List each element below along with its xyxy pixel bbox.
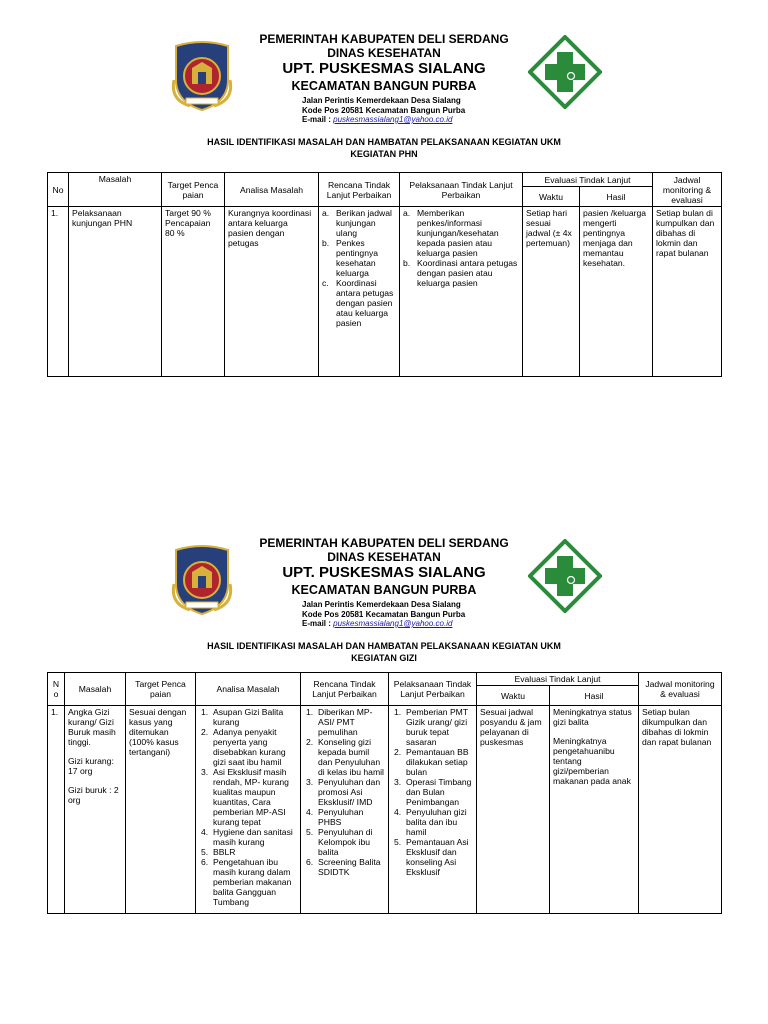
list-item: 1. Asupan Gizi Balita kurang xyxy=(201,707,284,727)
email-link[interactable]: puskesmassialang1@yahoo.co.id xyxy=(333,619,453,628)
header-line3: UPT. PUSKESMAS SIALANG xyxy=(282,564,486,581)
letterhead xyxy=(0,534,768,629)
cell-rencana xyxy=(319,207,400,377)
cell-target: Sesuai dengan kasus yang ditemukan (100% kasus tertangani) xyxy=(126,706,196,914)
cell-jadwal: Setiap bulan di kumpulkan dan dibahas di lokmin dan rapat bulanan xyxy=(653,207,722,377)
masalah-main: Angka Gizi kurang/ Gizi Buruk masih tinggi. xyxy=(68,707,116,747)
list-item: 2. Konseling gizi kepada bumil dan Penyuluhan di kelas ibu hamil xyxy=(306,737,384,777)
col-pelaksanaan: Pelaksanaan Tindak Lanjut Perbaikan xyxy=(389,673,477,706)
col-waktu: Waktu xyxy=(477,686,550,706)
col-rencana: Rencana Tindak Lanjut Perbaikan xyxy=(319,173,400,207)
cell-no: 1. xyxy=(48,706,65,914)
list-item: 6. Pengetahuan ibu masih kurang dalam pemberian makanan balita Gangguan Tumbang xyxy=(201,857,292,907)
list-item: 4. Penyuluhan gizi balita dan ibu hamil xyxy=(394,807,467,837)
list-item: 4. Hygiene dan sanitasi masih kurang xyxy=(201,827,293,847)
cell-hasil: pasien /keluarga mengerti pentingnya menjaga dan memantau kesehatan. xyxy=(580,207,653,377)
col-jadwal: Jadwal monitoring & evaluasi xyxy=(653,173,722,207)
cell-masalah: Pelaksanaan kunjungan PHN xyxy=(69,207,162,377)
list-item: 2. Pemantauan BB dilakukan setiap bulan xyxy=(394,747,469,777)
col-pelaksanaan: Pelaksanaan Tindak Lanjut Perbaikan xyxy=(400,173,523,207)
list-item: a. Memberikan penkes/informasi kunjungan/kesehatan kepada pasien atau keluarga pasien xyxy=(403,208,499,258)
list-item: 1. Diberikan MP-ASI/ PMT pemulihan xyxy=(306,707,373,737)
list-item: 5. Pemantauan Asi Eksklusif dan konseling Asi Eksklusif xyxy=(394,837,469,877)
list-item: 3. Penyuluhan dan promosi Asi Eksklusif/ IMD xyxy=(306,777,381,807)
list-item: 1. Pemberian PMT Gizik urang/ gizi buruk tepat sasaran xyxy=(394,707,468,747)
email-line xyxy=(302,115,452,125)
cell-waktu: Sesuai jadwal posyandu & jam pelayanan di puskesmas xyxy=(477,706,550,914)
hasil-1: Meningkatnya status gizi balita xyxy=(553,707,632,727)
header-line4: KECAMATAN BANGUN PURBA xyxy=(291,583,477,597)
col-rencana: Rencana Tindak Lanjut Perbaikan xyxy=(301,673,389,706)
table-header-row xyxy=(48,173,722,187)
col-masalah: Masalah xyxy=(69,173,162,207)
cell-analisa: Kurangnya koordinasi antara keluarga pasien dengan petugas xyxy=(225,207,319,377)
doc-title-line2: KEGIATAN PHN xyxy=(350,149,418,159)
col-target: Target Penca paian xyxy=(126,673,196,706)
col-target: Target Penca paian xyxy=(162,173,225,207)
col-jadwal: Jadwal monitoring & evaluasi xyxy=(639,673,722,706)
list-item: c. Koordinasi antara petugas dengan pasien atau keluarga pasien xyxy=(322,278,394,328)
green-cross-icon xyxy=(528,35,602,109)
address-line1: Jalan Perintis Kemerdekaan Desa Sialang xyxy=(302,600,461,609)
col-waktu: Waktu xyxy=(523,187,580,207)
list-item: b. Penkes pentingnya kesehatan keluarga xyxy=(322,238,379,278)
header-line2: DINAS KESEHATAN xyxy=(327,46,441,60)
cell-waktu: Setiap hari sesuai jadwal (± 4x pertemuan) xyxy=(523,207,580,377)
list-item: b. Koordinasi antara petugas dengan pasien atau keluarga pasien xyxy=(403,258,518,288)
list-item: 4. Penyuluhan PHBS xyxy=(306,807,364,827)
letterhead xyxy=(0,30,768,125)
email-link[interactable]: puskesmassialang1@yahoo.co.id xyxy=(333,115,453,124)
header-line1: PEMERINTAH KABUPATEN DELI SERDANG xyxy=(259,536,509,550)
masalah-gizi-kurang: Gizi kurang: 17 org xyxy=(68,756,114,776)
header-line2: DINAS KESEHATAN xyxy=(327,550,441,564)
doc-title-line1: HASIL IDENTIFIKASI MASALAH DAN HAMBATAN PELAKSANAAN KEGIATAN UKM xyxy=(207,641,561,651)
document-section-phn xyxy=(0,30,768,380)
green-cross-icon xyxy=(528,539,602,613)
header-line1: PEMERINTAH KABUPATEN DELI SERDANG xyxy=(259,32,509,46)
address-line1: Jalan Perintis Kemerdekaan Desa Sialang xyxy=(302,96,461,105)
cell-pelaksanaan xyxy=(389,706,477,914)
masalah-gizi-buruk: Gizi buruk : 2 org xyxy=(68,785,119,805)
table-header-row xyxy=(48,673,722,686)
list-item: 5. BBLR xyxy=(201,847,236,857)
header-line3: UPT. PUSKESMAS SIALANG xyxy=(282,60,486,77)
col-analisa: Analisa Masalah xyxy=(196,673,301,706)
col-no: N o xyxy=(48,673,65,706)
identification-table-phn xyxy=(47,172,722,377)
list-item: 3. Asi Eksklusif masih rendah, MP- kurang kualitas maupun kuantitas, Cara pemberian MP-ASI kurang tepat xyxy=(201,767,289,827)
cell-hasil xyxy=(550,706,639,914)
doc-title-line2: KEGIATAN GIZI xyxy=(351,653,417,663)
col-no: No xyxy=(48,173,69,207)
col-evaluasi: Evaluasi Tindak Lanjut xyxy=(477,673,639,686)
list-item: 6. Screening Balita SDIDTK xyxy=(306,857,381,877)
doc-title-line1: HASIL IDENTIFIKASI MASALAH DAN HAMBATAN PELAKSANAAN KEGIATAN UKM xyxy=(207,137,561,147)
col-evaluasi: Evaluasi Tindak Lanjut xyxy=(523,173,653,187)
email-label: E-mail : xyxy=(302,115,334,124)
col-masalah: Masalah xyxy=(65,673,126,706)
list-item: 3. Operasi Timbang dan Bulan Penimbangan xyxy=(394,777,472,807)
email-label: E-mail : xyxy=(302,619,334,628)
address-line2: Kode Pos 20581 Kecamatan Bangun Purba xyxy=(302,105,466,115)
cell-no: 1. xyxy=(48,207,69,377)
table-row xyxy=(48,706,722,914)
identification-table-gizi xyxy=(47,672,722,914)
list-item: 5. Penyuluhan di Kelompok ibu balita xyxy=(306,827,373,857)
cell-rencana xyxy=(301,706,389,914)
list-item: 2. Adanya penyakit penyerta yang disebabkan kurang gizi saat ibu hamil xyxy=(201,727,286,767)
header-line4: KECAMATAN BANGUN PURBA xyxy=(291,79,477,93)
cell-analisa xyxy=(196,706,301,914)
col-hasil: Hasil xyxy=(580,187,653,207)
table-row xyxy=(48,207,722,377)
address-line2: Kode Pos 20581 Kecamatan Bangun Purba xyxy=(302,609,466,619)
document-section-gizi xyxy=(0,534,768,924)
cell-jadwal: Setiap bulan dikumpulkan dan dibahas di lokmin dan rapat bulanan xyxy=(639,706,722,914)
list-item: a. Berikan jadwal kunjungan ulang xyxy=(322,208,392,238)
hasil-2: Meningkatnya pengetahuanibu tentang gizi/pemberian makanan pada anak xyxy=(553,736,631,786)
col-analisa: Analisa Masalah xyxy=(225,173,319,207)
col-hasil: Hasil xyxy=(550,686,639,706)
email-line xyxy=(302,619,452,629)
cell-masalah xyxy=(65,706,126,914)
cell-target: Target 90 % Pencapaian 80 % xyxy=(162,207,225,377)
cell-pelaksanaan xyxy=(400,207,523,377)
